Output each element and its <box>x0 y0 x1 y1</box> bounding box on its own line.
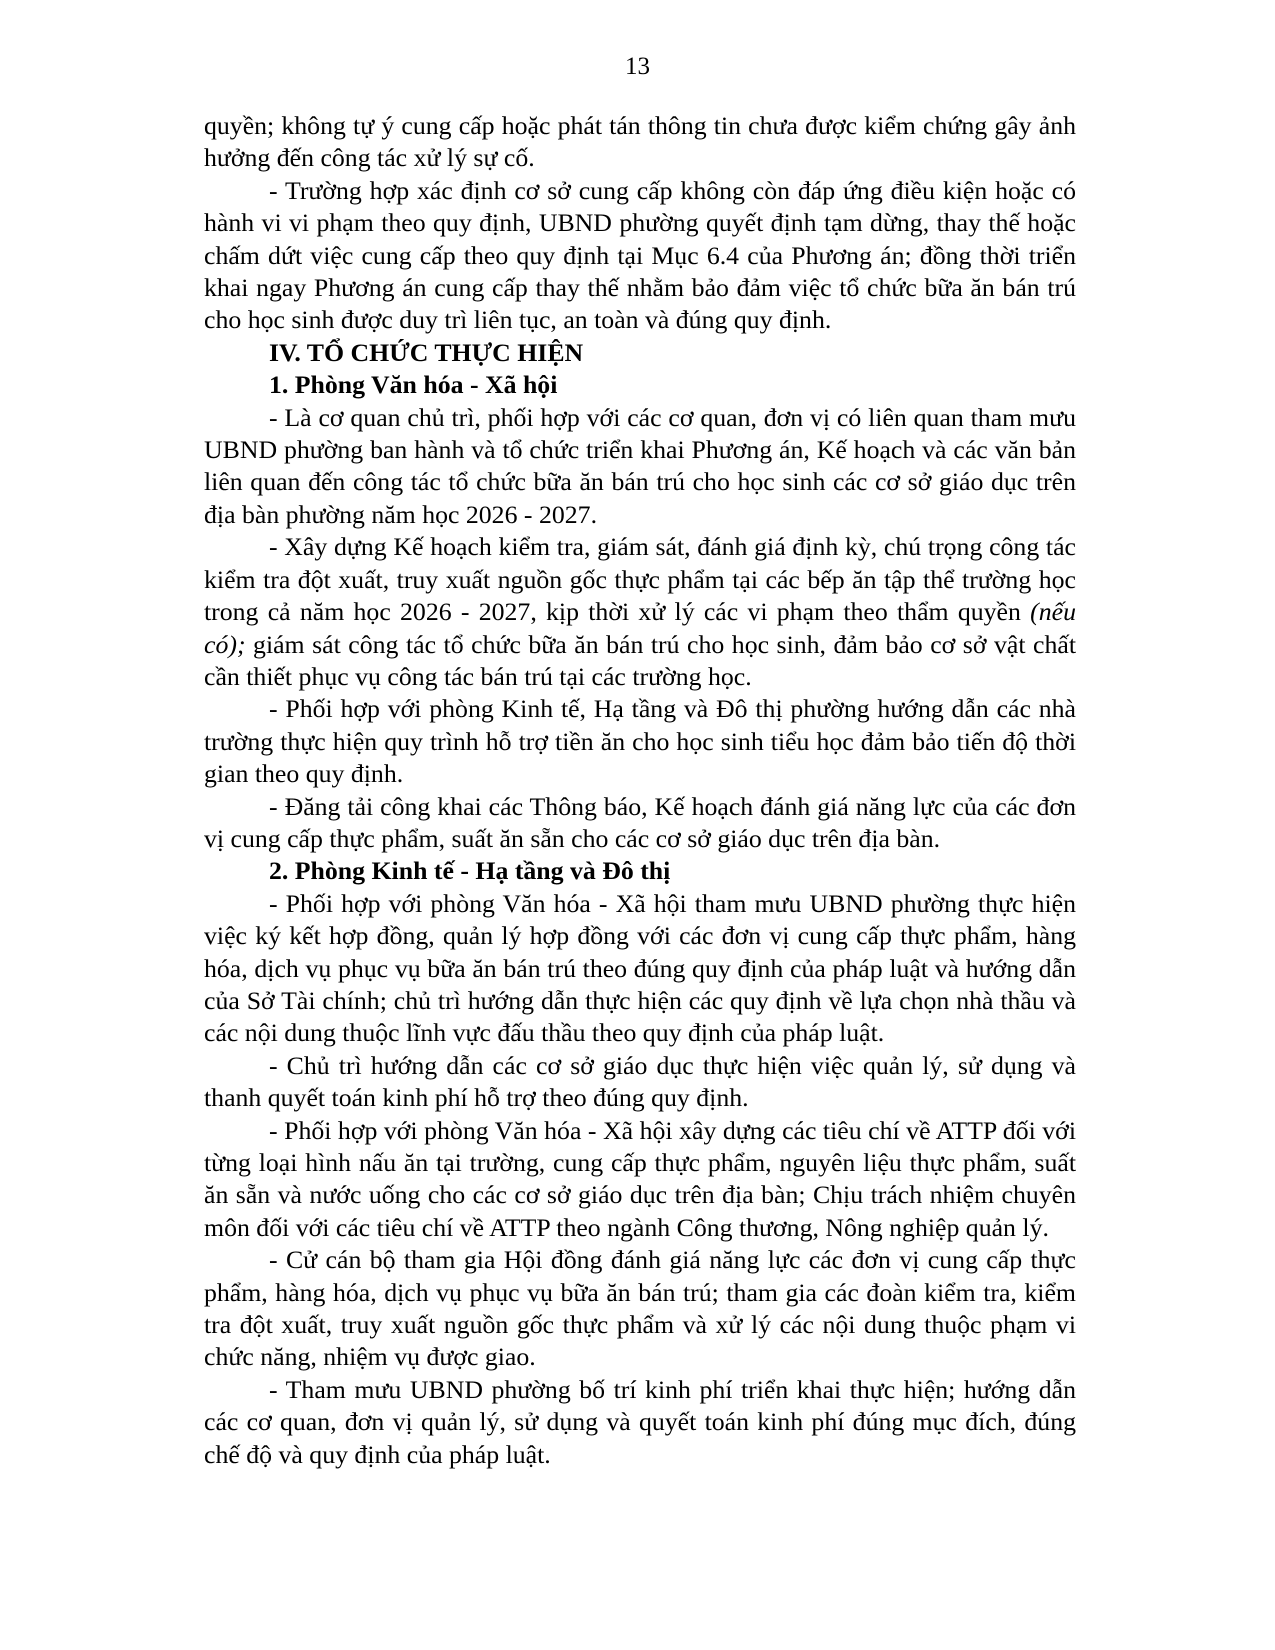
paragraph: - Phối hợp với phòng Kinh tế, Hạ tầng và Đô thị phường hướng dẫn các nhà trường thực hiện quy trình hỗ trợ tiền ăn cho học sinh tiểu học đảm bảo tiến độ thời gian theo quy định. <box>204 694 1076 789</box>
paragraph: - Phối hợp với phòng Văn hóa - Xã hội tham mưu UBND phường thực hiện việc ký kết hợp đồng, quản lý hợp đồng với các đơn vị cung cấp thực phẩm, hàng hóa, dịch vụ phục vụ bữa ăn bán trú theo đúng quy định của pháp luật và hướng dẫn của Sở Tài chính; chủ trì hướng dẫn thực hiện các quy định về lựa chọn nhà thầu và các nội dung thuộc lĩnh vực đấu thầu theo quy định của pháp luật. <box>204 888 1076 1048</box>
section-heading: IV. TỔ CHỨC THỰC HIỆN <box>269 337 584 367</box>
paragraph: - Là cơ quan chủ trì, phối hợp với các cơ quan, đơn vị có liên quan tham mưu UBND phường ban hành và tổ chức triển khai Phương án, Kế hoạch và các văn bản liên quan đến công tác tổ chức bữa ăn bán trú cho học sinh các cơ sở giáo dục trên địa bàn phường năm học 2026 - 2027. <box>204 402 1076 529</box>
subsection-heading: 2. Phòng Kinh tế - Hạ tầng và Đô thị <box>269 856 671 886</box>
paragraph-text: - Xây dựng Kế hoạch kiểm tra, giám sát, đánh giá định kỳ, chú trọng công tác kiểm tra đột xuất, truy xuất nguồn gốc thực phẩm tại các bếp ăn tập thể trường học trong cả năm học 2026 - 2027, kịp thời xử lý các vi phạm theo thẩm quyền <box>204 532 1076 627</box>
paragraph: - Phối hợp với phòng Văn hóa - Xã hội xây dựng các tiêu chí về ATTP đối với từng loại hình nấu ăn tại trường, cung cấp thực phẩm, nguyên liệu thực phẩm, suất ăn sẵn và nước uống cho các cơ sở giáo dục trên địa bàn; Chịu trách nhiệm chuyên môn đối với các tiêu chí về ATTP theo ngành Công thương, Nông nghiệp quản lý. <box>204 1115 1076 1242</box>
document-body <box>204 110 1076 1471</box>
paragraph-continuation: quyền; không tự ý cung cấp hoặc phát tán thông tin chưa được kiểm chứng gây ảnh hưởng đến công tác xử lý sự cố. <box>204 111 1076 173</box>
subsection-heading: 1. Phòng Văn hóa - Xã hội <box>269 370 558 400</box>
page-number: 13 <box>625 53 650 80</box>
paragraph: - Tham mưu UBND phường bố trí kinh phí triển khai thực hiện; hướng dẫn các cơ quan, đơn vị quản lý, sử dụng và quyết toán kinh phí đúng mục đích, đúng chế độ và quy định của pháp luật. <box>204 1374 1076 1469</box>
paragraph: - Chủ trì hướng dẫn các cơ sở giáo dục thực hiện việc quản lý, sử dụng và thanh quyết toán kinh phí hỗ trợ theo đúng quy định. <box>204 1050 1076 1113</box>
paragraph-text: giám sát công tác tổ chức bữa ăn bán trú cho học sinh, đảm bảo cơ sở vật chất cần thiết phục vụ công tác bán trú tại các trường học. <box>204 629 1076 691</box>
paragraph <box>204 531 1076 693</box>
paragraph-italic-note: (nếu có); <box>204 597 1076 659</box>
paragraph: - Trường hợp xác định cơ sở cung cấp không còn đáp ứng điều kiện hoặc có hành vi vi phạm theo quy định, UBND phường quyết định tạm dừng, thay thế hoặc chấm dứt việc cung cấp theo quy định tại Mục 6.4 của Phương án; đồng thời triển khai ngay Phương án cung cấp thay thế nhằm bảo đảm việc tổ chức bữa ăn bán trú cho học sinh được duy trì liên tục, an toàn và đúng quy định. <box>204 175 1076 335</box>
paragraph: - Đăng tải công khai các Thông báo, Kế hoạch đánh giá năng lực của các đơn vị cung cấp thực phẩm, suất ăn sẵn cho các cơ sở giáo dục trên địa bàn. <box>204 791 1076 853</box>
paragraph: - Cử cán bộ tham gia Hội đồng đánh giá năng lực các đơn vị cung cấp thực phẩm, hàng hóa, dịch vụ phục vụ bữa ăn bán trú; tham gia các đoàn kiểm tra, kiểm tra đột xuất, truy xuất nguồn gốc thực phẩm và xử lý các nội dung thuộc phạm vi chức năng, nhiệm vụ được giao. <box>204 1245 1076 1372</box>
